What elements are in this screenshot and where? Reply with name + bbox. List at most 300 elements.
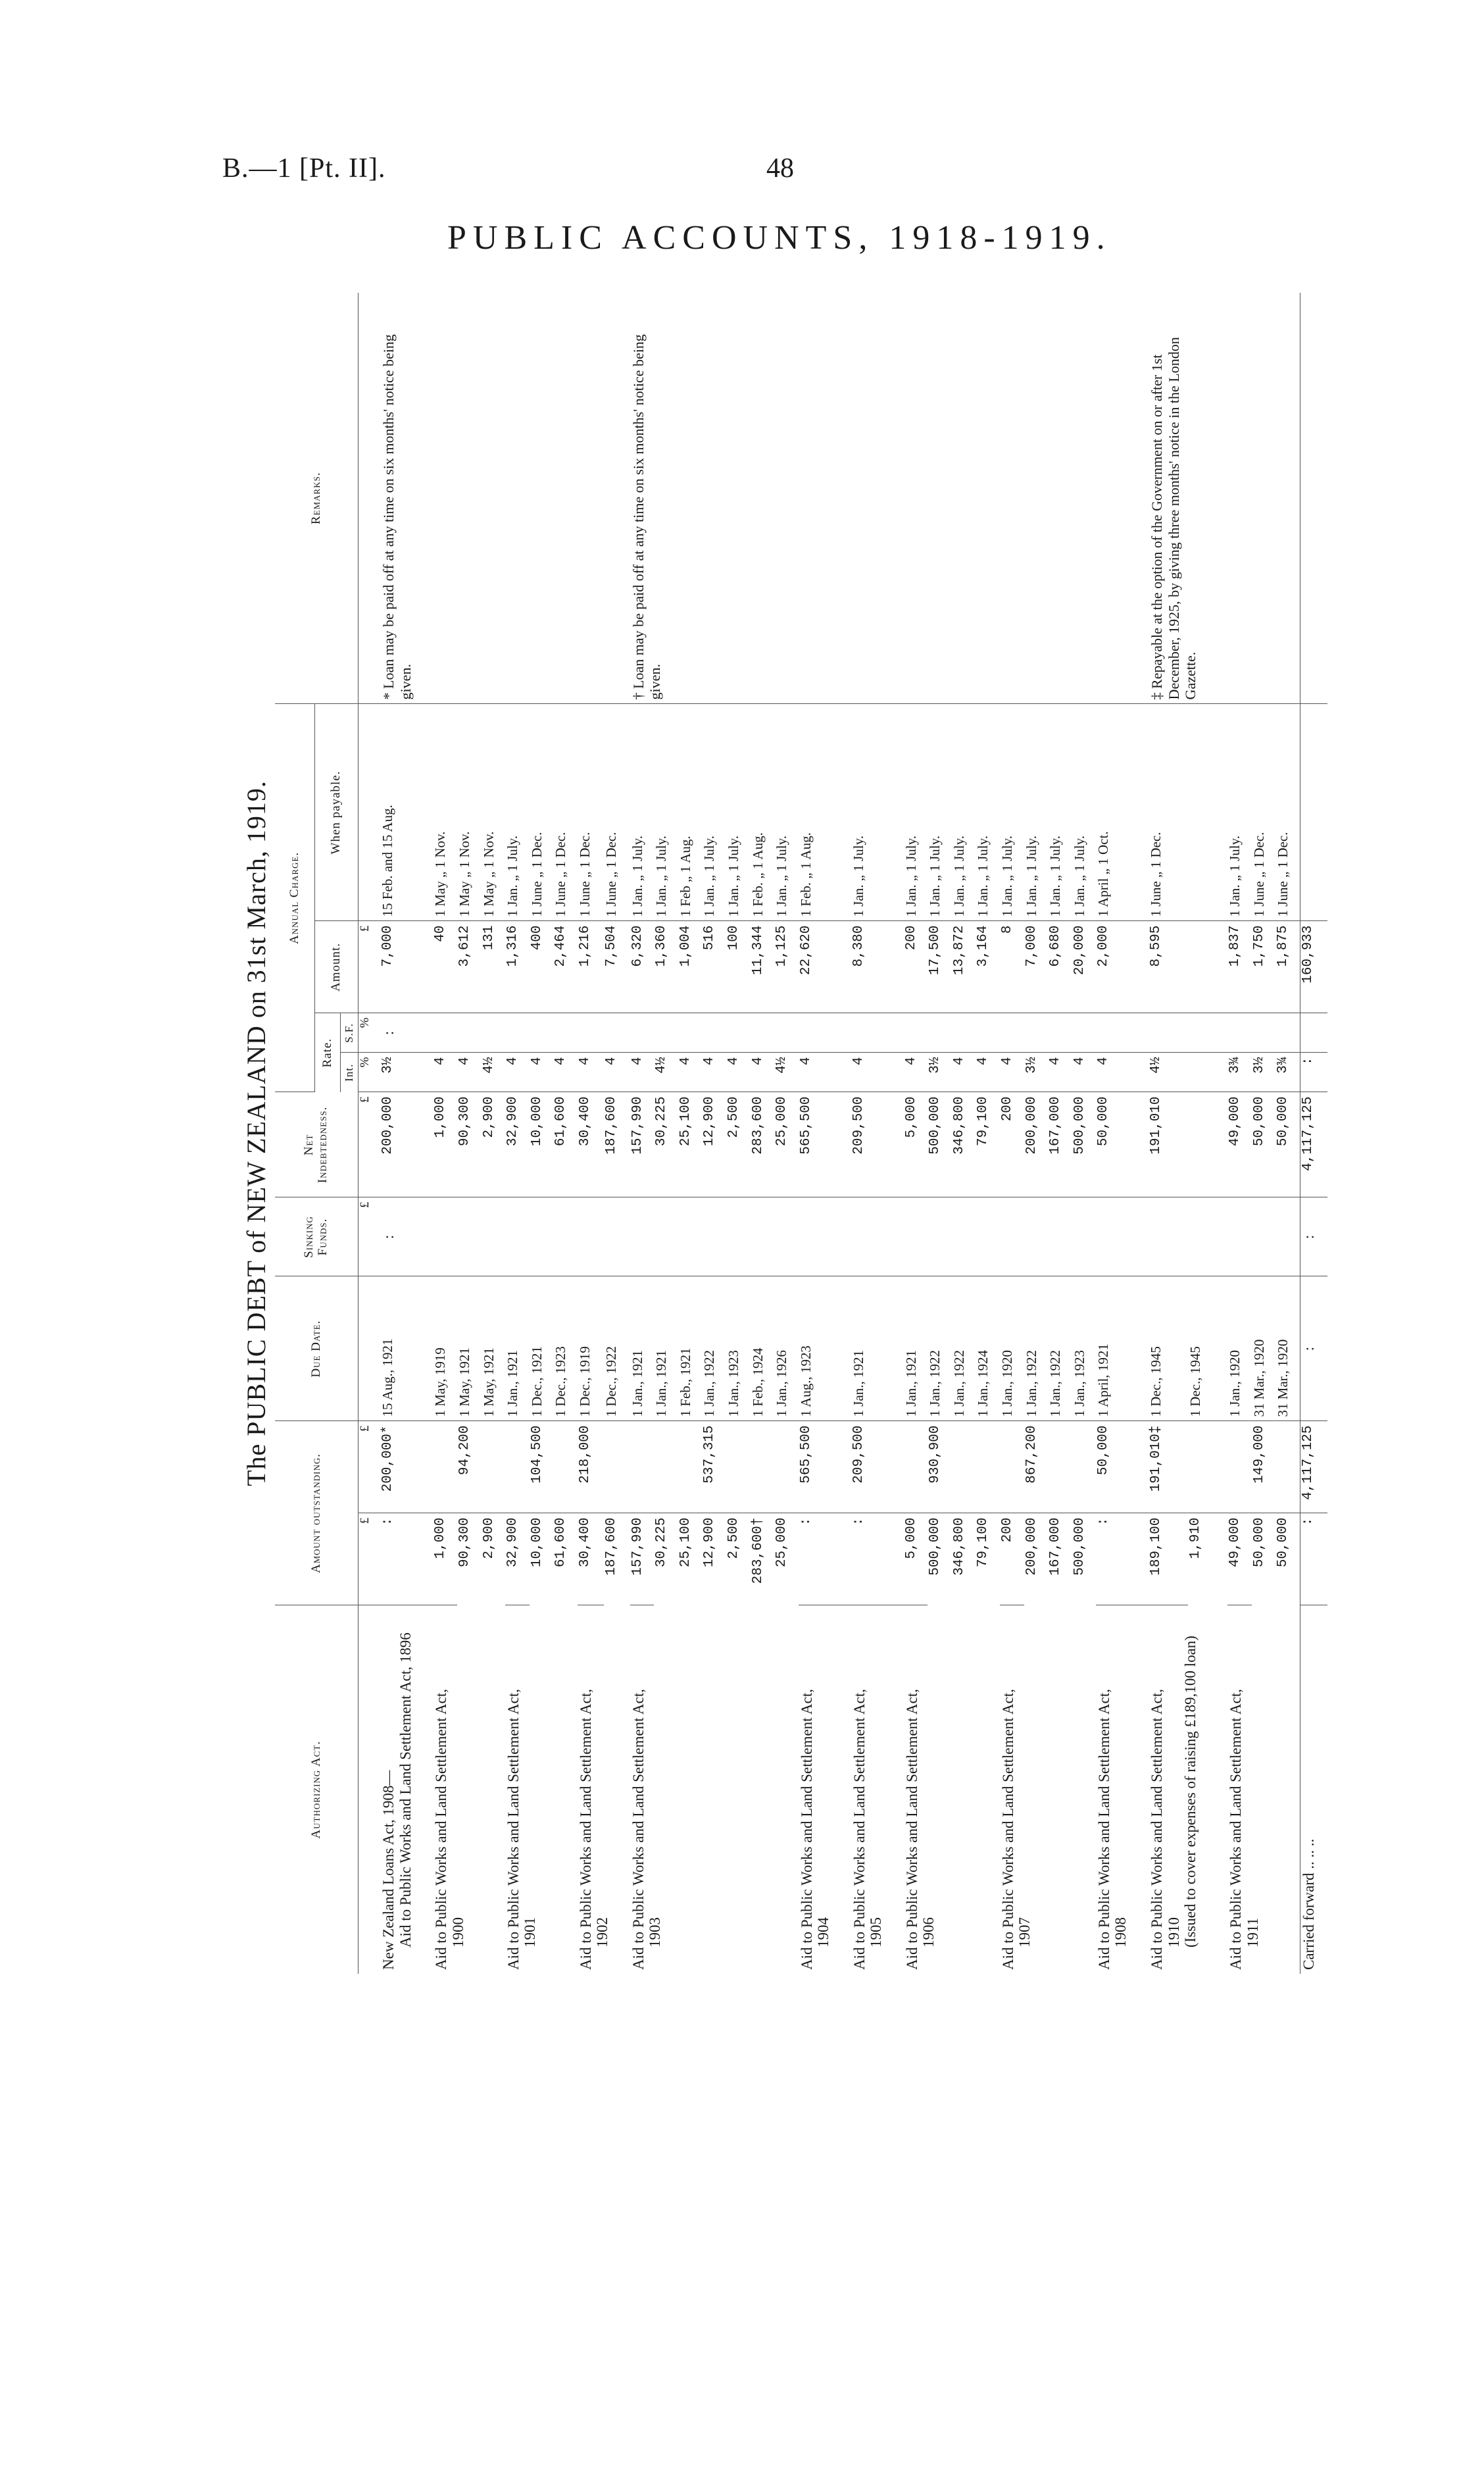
amount-outstanding: 25,000 — [774, 1517, 790, 1568]
due-date: 1 Jan., 1923 — [726, 1276, 751, 1421]
rate-sinking-fund — [604, 1013, 630, 1053]
due-date: 1 Jan., 1926 — [774, 1276, 799, 1421]
net-indebtedness: 191,010 — [1149, 1092, 1188, 1197]
act-year: 1904 — [814, 1917, 831, 1947]
amount-outstanding-total — [774, 1421, 799, 1513]
carried-sinking: : — [1300, 1197, 1327, 1276]
rate-interest: 4 — [505, 1053, 530, 1092]
net-indebtedness: 200,000 — [1024, 1092, 1049, 1197]
when-payable: 1 Jan. „ 1 July. — [702, 704, 726, 921]
amount-outstanding-total — [904, 1421, 928, 1513]
due-date: 1 Jan., 1922 — [702, 1276, 726, 1421]
due-date: 1 May, 1919 — [433, 1276, 457, 1421]
amount-outstanding-total — [1227, 1421, 1252, 1513]
sinking-funds — [553, 1197, 578, 1276]
when-payable: 1 Jan. „ 1 July. — [505, 704, 530, 921]
amount-outstanding-total: 209,500 — [851, 1421, 904, 1513]
rate-interest: 3¾ — [1275, 1053, 1300, 1092]
col-remarks: Remarks. — [275, 293, 359, 704]
col-act: Authorizing Act. — [275, 1605, 359, 1974]
rate-interest: 4½ — [654, 1053, 678, 1092]
net-indebtedness: 25,100 — [678, 1092, 703, 1197]
carried-sf — [1300, 1013, 1327, 1053]
net-indebtedness: 167,000 — [1048, 1092, 1072, 1197]
act-year: 1901 — [522, 1917, 539, 1947]
carried-forward-label: Carried forward .. .. .. — [1300, 1605, 1327, 1974]
net-indebtedness: 30,400 — [578, 1092, 604, 1197]
amount-outstanding-total — [1275, 1421, 1300, 1513]
amount-outstanding-total: 867,200 — [1024, 1421, 1049, 1513]
rate-sinking-fund: : — [380, 1013, 433, 1053]
remarks-cell — [1096, 293, 1149, 704]
rate-sinking-fund — [457, 1013, 482, 1053]
rate-interest: 3½ — [380, 1053, 433, 1092]
act-year: 1907 — [1016, 1917, 1033, 1947]
due-date: 31 Mar., 1920 — [1252, 1276, 1276, 1421]
net-indebtedness: 2,900 — [482, 1092, 506, 1197]
annual-amount: 13,872 — [952, 921, 976, 1013]
authorizing-act-cell — [1000, 1605, 1096, 1974]
when-payable: 1 April „ 1 Oct. — [1096, 704, 1149, 921]
act-name: Aid to Public Works and Land Settlement Act, — [505, 1688, 522, 1970]
amount-outstanding: 90,300 — [457, 1517, 472, 1568]
rate-sinking-fund — [1096, 1013, 1149, 1053]
page-title: PUBLIC ACCOUNTS, 1918-1919. — [447, 219, 1112, 257]
due-date: 1 Feb., 1924 — [751, 1276, 775, 1421]
net-indebtedness: 30,225 — [654, 1092, 678, 1197]
when-payable: 1 Feb. „ 1 Aug. — [751, 704, 775, 921]
when-payable: 1 Jan. „ 1 July. — [1000, 704, 1024, 921]
col-net-indebtedness: Net Indebtedness. — [275, 1092, 359, 1197]
net-indebtedness: 10,000 — [530, 1092, 554, 1197]
carried-remarks — [1300, 293, 1327, 704]
rate-interest: 4 — [1072, 1053, 1097, 1092]
amount-outstanding: : — [1096, 1513, 1149, 1605]
annual-amount: 516 — [702, 921, 726, 1013]
carried-due: : — [1300, 1276, 1327, 1421]
due-date: 1 May, 1921 — [457, 1276, 482, 1421]
rate-sinking-fund — [678, 1013, 703, 1053]
remarks-cell — [578, 293, 630, 704]
rate-sinking-fund — [851, 1013, 904, 1053]
annual-amount: 8,380 — [851, 921, 904, 1013]
act-year: 1908 — [1112, 1917, 1129, 1947]
net-indebtedness: 5,000 — [904, 1092, 928, 1197]
annual-amount — [1188, 921, 1227, 1013]
act-name: Aid to Public Works and Land Settlement Act, — [798, 1688, 815, 1970]
col-when-payable: When payable. — [315, 704, 359, 921]
rate-sinking-fund — [433, 1013, 457, 1053]
annual-amount: 1,316 — [505, 921, 530, 1013]
sinking-funds — [678, 1197, 703, 1276]
annual-amount: 11,344 — [751, 921, 775, 1013]
rate-interest: 4 — [976, 1053, 1000, 1092]
annual-amount: 1,837 — [1227, 921, 1252, 1013]
rate-sinking-fund — [630, 1013, 655, 1053]
net-indebtedness: 90,300 — [457, 1092, 482, 1197]
due-date: 1 May, 1921 — [482, 1276, 506, 1421]
when-payable: 1 June „ 1 Dec. — [1252, 704, 1276, 921]
annual-amount: 8,595 — [1149, 921, 1188, 1013]
amount-outstanding-total: 191,010‡ — [1149, 1421, 1188, 1513]
annual-amount: 2,000 — [1096, 921, 1149, 1013]
carried-forward-row — [1300, 293, 1327, 1974]
amount-outstanding: 500,000 — [1072, 1517, 1087, 1576]
rate-interest: 4 — [530, 1053, 554, 1092]
sinking-funds — [630, 1197, 655, 1276]
authorizing-act-cell — [1227, 1605, 1300, 1974]
unit-pound: £ — [359, 1421, 381, 1513]
rate-sinking-fund — [1048, 1013, 1072, 1053]
act-year: 1900 — [449, 1917, 466, 1947]
sinking-funds — [530, 1197, 554, 1276]
when-payable: 1 Jan. „ 1 July. — [774, 704, 799, 921]
rate-sinking-fund — [1252, 1013, 1276, 1053]
table-row — [380, 293, 433, 1974]
amount-outstanding-total — [952, 1421, 976, 1513]
col-due-date: Due Date. — [275, 1276, 359, 1421]
net-indebtedness: 500,000 — [928, 1092, 952, 1197]
rate-interest: 3½ — [928, 1053, 952, 1092]
due-date: 1 Dec., 1919 — [578, 1276, 604, 1421]
amount-outstanding-total: 149,000 — [1252, 1421, 1276, 1513]
public-debt-table — [275, 293, 1327, 1974]
act-year: 1902 — [594, 1917, 611, 1947]
amount-outstanding-total — [604, 1421, 630, 1513]
table-row — [799, 293, 851, 1974]
due-date: 1 April, 1921 — [1096, 1276, 1149, 1421]
rate-interest: 4 — [751, 1053, 775, 1092]
net-indebtedness: 61,600 — [553, 1092, 578, 1197]
doc-reference: B.—1 [Pt. II]. — [222, 153, 386, 184]
amount-outstanding-total — [553, 1421, 578, 1513]
amount-outstanding: 1,910 — [1188, 1517, 1204, 1559]
rate-interest — [1188, 1053, 1227, 1092]
when-payable: 1 June „ 1 Dec. — [578, 704, 604, 921]
rate-sinking-fund — [976, 1013, 1000, 1053]
rate-sinking-fund — [799, 1013, 851, 1053]
amount-outstanding: 10,000 — [529, 1517, 545, 1568]
annual-amount: 6,680 — [1048, 921, 1072, 1013]
authorizing-act-cell — [1096, 1605, 1149, 1974]
carried-int: : — [1300, 1053, 1327, 1092]
when-payable: 1 Jan. „ 1 July. — [1024, 704, 1049, 921]
rate-sinking-fund — [654, 1013, 678, 1053]
rate-interest: 3¾ — [1227, 1053, 1252, 1092]
when-payable: 1 Jan. „ 1 July. — [630, 704, 655, 921]
sinking-funds — [774, 1197, 799, 1276]
act-name: Aid to Public Works and Land Settlement Act, — [630, 1688, 647, 1970]
net-indebtedness: 49,000 — [1227, 1092, 1252, 1197]
rate-interest: 4 — [851, 1053, 904, 1092]
rate-interest: 3½ — [1252, 1053, 1276, 1092]
net-indebtedness: 187,600 — [604, 1092, 630, 1197]
annual-amount: 1,875 — [1275, 921, 1300, 1013]
amount-outstanding-total — [433, 1421, 457, 1513]
amount-outstanding-total — [482, 1421, 506, 1513]
when-payable: 1 June „ 1 Dec. — [1149, 704, 1188, 921]
when-payable: 1 June „ 1 Dec. — [530, 704, 554, 921]
due-date: 1 Dec., 1945 — [1149, 1276, 1188, 1421]
rate-sinking-fund — [1149, 1013, 1188, 1053]
act-name: Aid to Public Works and Land Settlement Act, — [851, 1688, 868, 1970]
amount-outstanding: 32,900 — [505, 1513, 530, 1605]
table-row — [851, 293, 904, 1974]
amount-outstanding: 61,600 — [553, 1517, 569, 1568]
unit-pound: £ — [359, 921, 381, 1013]
col-amount: Amount. — [315, 921, 359, 1013]
annual-amount: 6,320 — [630, 921, 655, 1013]
annual-amount: 200 — [904, 921, 928, 1013]
when-payable: 1 Jan. „ 1 July. — [976, 704, 1000, 921]
rate-interest: 4 — [904, 1053, 928, 1092]
col-rate-int: Int. — [341, 1053, 359, 1092]
when-payable: 1 May „ 1 Nov. — [457, 704, 482, 921]
rate-interest: 4 — [799, 1053, 851, 1092]
authorizing-act-cell — [1149, 1605, 1227, 1974]
due-date: 31 Mar., 1920 — [1275, 1276, 1300, 1421]
rate-sinking-fund — [774, 1013, 799, 1053]
authorizing-act-cell — [851, 1605, 904, 1974]
amount-outstanding: 25,100 — [678, 1517, 693, 1568]
annual-amount: 3,164 — [976, 921, 1000, 1013]
table-row — [1149, 293, 1188, 1974]
remarks-cell: † Loan may be paid off at any time on six months' notice being given. — [630, 293, 799, 704]
rate-sinking-fund — [1275, 1013, 1300, 1053]
when-payable: 1 Jan. „ 1 July. — [1072, 704, 1097, 921]
sinking-funds — [904, 1197, 928, 1276]
remarks-cell — [851, 293, 904, 704]
due-date: 1 Jan., 1922 — [952, 1276, 976, 1421]
remarks-cell — [505, 293, 578, 704]
sinking-funds — [751, 1197, 775, 1276]
amount-outstanding: : — [851, 1513, 904, 1605]
unit-percent: % — [359, 1053, 381, 1092]
rate-sinking-fund — [952, 1013, 976, 1053]
annual-amount: 1,125 — [774, 921, 799, 1013]
carried-net: 4,117,125 — [1300, 1092, 1327, 1197]
rate-sinking-fund — [1072, 1013, 1097, 1053]
amount-outstanding: 200 — [1000, 1513, 1024, 1605]
when-payable: 1 June „ 1 Dec. — [553, 704, 578, 921]
amount-outstanding: 200,000 — [1024, 1517, 1039, 1576]
authorizing-act-cell — [630, 1605, 799, 1974]
rate-sinking-fund — [751, 1013, 775, 1053]
act-note: (Issued to cover expenses of raising £189,100 loan) — [1181, 1636, 1199, 1947]
due-date: 1 Dec., 1945 — [1188, 1276, 1227, 1421]
rate-interest: 4 — [553, 1053, 578, 1092]
col-outstanding: Amount outstanding. — [275, 1421, 359, 1605]
amount-outstanding: 30,225 — [654, 1517, 670, 1568]
annual-amount: 400 — [530, 921, 554, 1013]
amount-outstanding-total — [976, 1421, 1000, 1513]
annual-amount: 40 — [433, 921, 457, 1013]
amount-outstanding: : — [380, 1513, 433, 1605]
net-indebtedness: 25,000 — [774, 1092, 799, 1197]
due-date: 1 Feb., 1921 — [678, 1276, 703, 1421]
when-payable: 1 June „ 1 Dec. — [1275, 704, 1300, 921]
when-payable: 1 Jan. „ 1 July. — [904, 704, 928, 921]
net-indebtedness: 346,800 — [952, 1092, 976, 1197]
unit-pound: £ — [359, 1197, 381, 1276]
rate-sinking-fund — [726, 1013, 751, 1053]
amount-outstanding: 189,100 — [1149, 1513, 1188, 1605]
amount-outstanding-total: 50,000 — [1096, 1421, 1149, 1513]
table-row — [578, 293, 604, 1974]
rate-sinking-fund — [1188, 1013, 1227, 1053]
net-indebtedness: 32,900 — [505, 1092, 530, 1197]
sinking-funds — [433, 1197, 457, 1276]
when-payable: 1 June „ 1 Dec. — [604, 704, 630, 921]
amount-outstanding-total — [654, 1421, 678, 1513]
amount-outstanding: 167,000 — [1048, 1517, 1064, 1576]
sinking-funds — [726, 1197, 751, 1276]
annual-amount: 7,504 — [604, 921, 630, 1013]
rate-interest: 4½ — [1149, 1053, 1188, 1092]
when-payable: 1 May „ 1 Nov. — [433, 704, 457, 921]
rate-interest: 3½ — [1024, 1053, 1049, 1092]
amount-outstanding: 50,000 — [1275, 1517, 1291, 1568]
col-rate: Rate. — [315, 1013, 341, 1092]
amount-outstanding-total: 200,000* — [380, 1421, 433, 1513]
table-body — [359, 293, 1328, 1974]
annual-amount: 17,500 — [928, 921, 952, 1013]
sinking-funds — [952, 1197, 976, 1276]
col-annual-charge: Annual Charge. — [275, 704, 315, 1092]
rate-sinking-fund — [1000, 1013, 1024, 1053]
annual-amount: 1,750 — [1252, 921, 1276, 1013]
amount-outstanding: 30,400 — [578, 1513, 604, 1605]
net-indebtedness: 500,000 — [1072, 1092, 1097, 1197]
amount-outstanding-total: 565,500 — [799, 1421, 851, 1513]
amount-outstanding: : — [799, 1513, 851, 1605]
due-date: 1 Jan., 1922 — [1048, 1276, 1072, 1421]
when-payable — [1188, 704, 1227, 921]
act-name: Aid to Public Works and Land Settlement Act, — [577, 1688, 594, 1970]
amount-outstanding-total: 94,200 — [457, 1421, 482, 1513]
carried-outstanding: : — [1300, 1513, 1327, 1605]
act-name: Aid to Public Works and Land Settlement Act, — [1227, 1688, 1245, 1970]
unit-percent: % — [359, 1013, 381, 1053]
sinking-funds — [702, 1197, 726, 1276]
due-date: 1 Dec., 1923 — [553, 1276, 578, 1421]
remarks-cell — [1227, 293, 1300, 704]
when-payable: 1 Jan. „ 1 July. — [1227, 704, 1252, 921]
unit-pound: £ — [359, 1513, 381, 1605]
col-sinking-funds: Sinking Funds. — [275, 1197, 359, 1276]
rate-interest: 4 — [726, 1053, 751, 1092]
sinking-funds — [976, 1197, 1000, 1276]
annual-amount: 1,216 — [578, 921, 604, 1013]
remarks-cell: * Loan may be paid off at any time on six months' notice being given. — [380, 293, 433, 704]
sinking-funds: : — [380, 1197, 433, 1276]
sinking-funds — [1048, 1197, 1072, 1276]
amount-outstanding-total — [505, 1421, 530, 1513]
table-row — [505, 293, 530, 1974]
table-row — [630, 293, 655, 1974]
units-row — [359, 293, 381, 1974]
carried-amount: 160,933 — [1300, 921, 1327, 1013]
due-date: 1 Jan., 1921 — [505, 1276, 530, 1421]
sinking-funds — [799, 1197, 851, 1276]
due-date: 1 Jan., 1921 — [630, 1276, 655, 1421]
amount-outstanding: 500,000 — [928, 1517, 943, 1576]
sinking-funds — [604, 1197, 630, 1276]
amount-outstanding: 12,900 — [702, 1517, 718, 1568]
annual-amount: 22,620 — [799, 921, 851, 1013]
amount-outstanding: 5,000 — [904, 1513, 928, 1605]
when-payable: 1 Jan. „ 1 July. — [726, 704, 751, 921]
net-indebtedness: 50,000 — [1096, 1092, 1149, 1197]
act-year: 1911 — [1244, 1917, 1261, 1947]
rate-interest: 4 — [578, 1053, 604, 1092]
due-date: 1 Dec., 1921 — [530, 1276, 554, 1421]
net-indebtedness — [1188, 1092, 1227, 1197]
annual-amount: 7,000 — [1024, 921, 1049, 1013]
sinking-funds — [1072, 1197, 1097, 1276]
carried-outstanding-total: 4,117,125 — [1300, 1421, 1327, 1513]
due-date: 1 Aug., 1923 — [799, 1276, 851, 1421]
net-indebtedness: 79,100 — [976, 1092, 1000, 1197]
remarks-cell — [1000, 293, 1096, 704]
act-year: 1903 — [647, 1917, 664, 1947]
annual-amount: 100 — [726, 921, 751, 1013]
authorizing-act-cell — [380, 1605, 433, 1974]
rate-sinking-fund — [578, 1013, 604, 1053]
table-title: The PUBLIC DEBT of NEW ZEALAND on 31st March, 1919. — [241, 780, 271, 1486]
when-payable: 1 Feb. „ 1 Aug. — [799, 704, 851, 921]
net-indebtedness: 209,500 — [851, 1092, 904, 1197]
due-date: 15 Aug., 1921 — [380, 1276, 433, 1421]
due-date: 1 Jan., 1922 — [1024, 1276, 1049, 1421]
rate-sinking-fund — [904, 1013, 928, 1053]
rate-interest: 4 — [457, 1053, 482, 1092]
amount-outstanding: 283,600† — [750, 1517, 766, 1584]
amount-outstanding-total: 537,315 — [702, 1421, 726, 1513]
rate-interest: 4 — [952, 1053, 976, 1092]
rate-interest: 4 — [433, 1053, 457, 1092]
act-year: 1905 — [867, 1917, 884, 1947]
rate-sinking-fund — [530, 1013, 554, 1053]
rate-interest: 4½ — [774, 1053, 799, 1092]
amount-outstanding: 49,000 — [1227, 1513, 1252, 1605]
act-name: Aid to Public Works and Land Settlement Act, — [433, 1688, 450, 1970]
table-row — [1096, 293, 1149, 1974]
remarks-cell — [799, 293, 851, 704]
rate-interest: 4 — [678, 1053, 703, 1092]
rate-interest: 4 — [702, 1053, 726, 1092]
table-header — [275, 293, 359, 1974]
unit-pound: £ — [359, 1092, 381, 1197]
amount-outstanding-total — [1188, 1421, 1227, 1513]
amount-outstanding: 2,900 — [481, 1517, 497, 1559]
act-name: Aid to Public Works and Land Settlement Act, — [1096, 1688, 1113, 1970]
table-row — [1000, 293, 1024, 1974]
remarks-cell — [433, 293, 505, 704]
annual-amount: 1,004 — [678, 921, 703, 1013]
due-date: 1 Jan., 1923 — [1072, 1276, 1097, 1421]
table-row — [904, 293, 928, 1974]
rate-interest: 4 — [1096, 1053, 1149, 1092]
carried-when — [1300, 704, 1327, 921]
act-year: Aid to Public Works and Land Settlement Act, 1896 — [397, 1632, 414, 1947]
col-rate-sf: S.F. — [341, 1013, 359, 1053]
sinking-funds — [1149, 1197, 1188, 1276]
due-date: 1 Jan., 1922 — [928, 1276, 952, 1421]
annual-amount: 7,000 — [380, 921, 433, 1013]
when-payable: 1 Jan. „ 1 July. — [654, 704, 678, 921]
sinking-funds — [1275, 1197, 1300, 1276]
